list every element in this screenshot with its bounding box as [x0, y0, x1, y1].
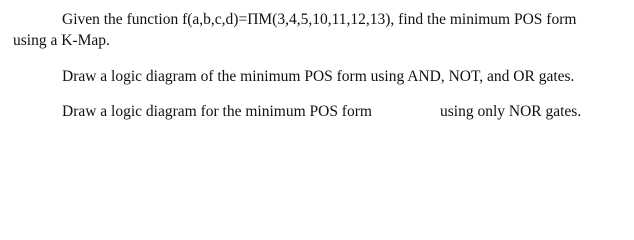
question-2-text: Draw a logic diagram of the minimum POS form using AND, NOT, and OR gates. — [62, 68, 575, 85]
question-3-text-left: Draw a logic diagram for the minimum POS form — [62, 103, 372, 120]
question-3-text-right: using only NOR gates. — [440, 103, 582, 120]
question-1-text-line-2: using a K-Map. — [13, 32, 110, 49]
question-1-text-line-1: Given the function f(a,b,c,d)=ΠM(3,4,5,10,11,12,13), find the minimum POS form — [62, 11, 577, 28]
